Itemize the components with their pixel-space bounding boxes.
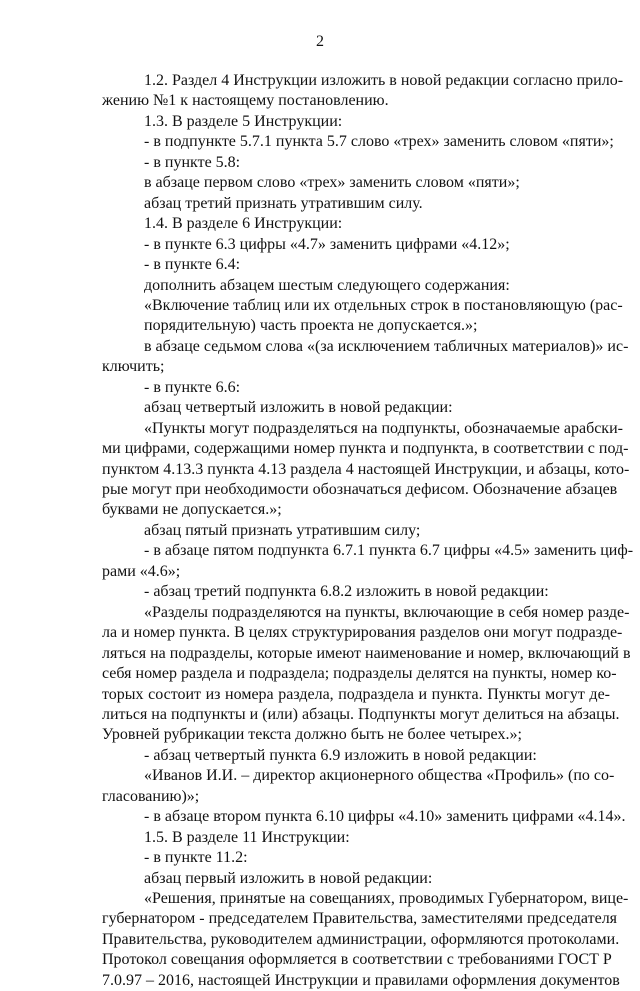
- text-line: 1.3. В разделе 5 Инструкции:: [144, 113, 343, 130]
- text-line: пунктом 4.13.3 пункта 4.13 раздела 4 настоящей Инструкции, и абзацы, кото-: [102, 461, 630, 478]
- text-line: себя номер раздела и подраздела; подразделы делятся на пункты, номер ко-: [102, 665, 617, 682]
- text-line: ла и номер пункта. В целях структурирования разделов они могут подразде-: [102, 624, 623, 641]
- text-line: торых состоит из номера раздела, подраздела и пункта. Пункты могут де-: [102, 686, 610, 703]
- text-line: «Разделы подразделяются на пункты, включающие в себя номер разде-: [144, 604, 630, 621]
- text-line: - в абзаце пятом подпункта 6.7.1 пункта 6.7 цифры «4.5» заменить циф-: [144, 542, 634, 559]
- text-line: абзац первый изложить в новой редакции:: [144, 870, 433, 887]
- text-line: Протокол совещания оформляется в соответствии с требованиями ГОСТ Р: [102, 951, 612, 968]
- text-line: дополнить абзацем шестым следующего содержания:: [144, 277, 510, 294]
- page-number: 2: [316, 33, 324, 50]
- text-line: буквами не допускается.»;: [102, 501, 282, 518]
- text-line: абзац пятый признать утратившим силу;: [144, 522, 421, 539]
- text-line: 1.2. Раздел 4 Инструкции изложить в новой редакции согласно прило-: [144, 72, 624, 89]
- text-line: «Иванов И.И. – директор акционерного общества «Профиль» (по со-: [144, 767, 615, 784]
- text-line: абзац третий признать утратившим силу.: [144, 195, 423, 212]
- text-line: - абзац четвертый пункта 6.9 изложить в новой редакции:: [144, 747, 537, 764]
- text-line: порядительную) часть проекта не допускается.»;: [144, 317, 478, 334]
- text-line: в абзаце первом слово «трех» заменить словом «пяти»;: [144, 174, 520, 191]
- text-line: - в пункте 6.4:: [144, 256, 241, 273]
- text-line: ми цифрами, содержащими номер пункта и подпункта, в соответствии с под-: [102, 440, 629, 457]
- text-line: - в пункте 11.2:: [144, 849, 248, 866]
- text-line: рые могут при необходимости обозначаться дефисом. Обозначение абзацев: [102, 481, 618, 498]
- text-line: - в подпункте 5.7.1 пункта 5.7 слово «трех» заменить словом «пяти»;: [144, 133, 614, 150]
- text-line: 1.5. В разделе 11 Инструкции:: [144, 829, 350, 846]
- text-line: «Включение таблиц или их отдельных строк в постановляющую (рас-: [144, 297, 623, 314]
- text-line: 7.0.97 – 2016, настоящей Инструкции и правилами оформления документов: [102, 972, 620, 989]
- text-line: - в абзаце втором пункта 6.10 цифры «4.10» заменить цифрами «4.14».: [144, 808, 626, 825]
- text-line: ляться на подразделы, которые имеют наименование и номер, включающий в: [102, 645, 631, 662]
- text-line: гласованию)»;: [102, 788, 200, 805]
- text-line: «Пункты могут подразделяться на подпункты, обозначаемые арабски-: [144, 420, 623, 437]
- text-line: губернатором - председателем Правительства, заместителями председателя: [102, 910, 618, 927]
- text-line: Правительства, руководителем администрации, оформляются протоколами.: [102, 931, 620, 948]
- text-line: рами «4.6»;: [102, 563, 181, 580]
- text-line: в абзаце седьмом слова «(за исключением табличных материалов)» ис-: [144, 338, 629, 355]
- text-line: жению №1 к настоящему постановлению.: [102, 92, 389, 109]
- text-line: - абзац третий подпункта 6.8.2 изложить в новой редакции:: [144, 583, 549, 600]
- text-line: абзац четвертый изложить в новой редакции:: [144, 399, 453, 416]
- text-line: ключить;: [102, 358, 165, 375]
- text-line: 1.4. В разделе 6 Инструкции:: [144, 215, 343, 232]
- text-line: - в пункте 6.6:: [144, 379, 241, 396]
- text-line: - в пункте 6.3 цифры «4.7» заменить цифрами «4.12»;: [144, 236, 510, 253]
- text-line: - в пункте 5.8:: [144, 154, 241, 171]
- text-line: «Решения, принятые на совещаниях, проводимых Губернатором, вице-: [144, 890, 629, 907]
- text-line: Уровней рубрикации текста должно быть не более четырех.»;: [102, 726, 522, 743]
- text-line: литься на подпункты и (или) абзацы. Подпункты могут делиться на абзацы.: [102, 706, 620, 723]
